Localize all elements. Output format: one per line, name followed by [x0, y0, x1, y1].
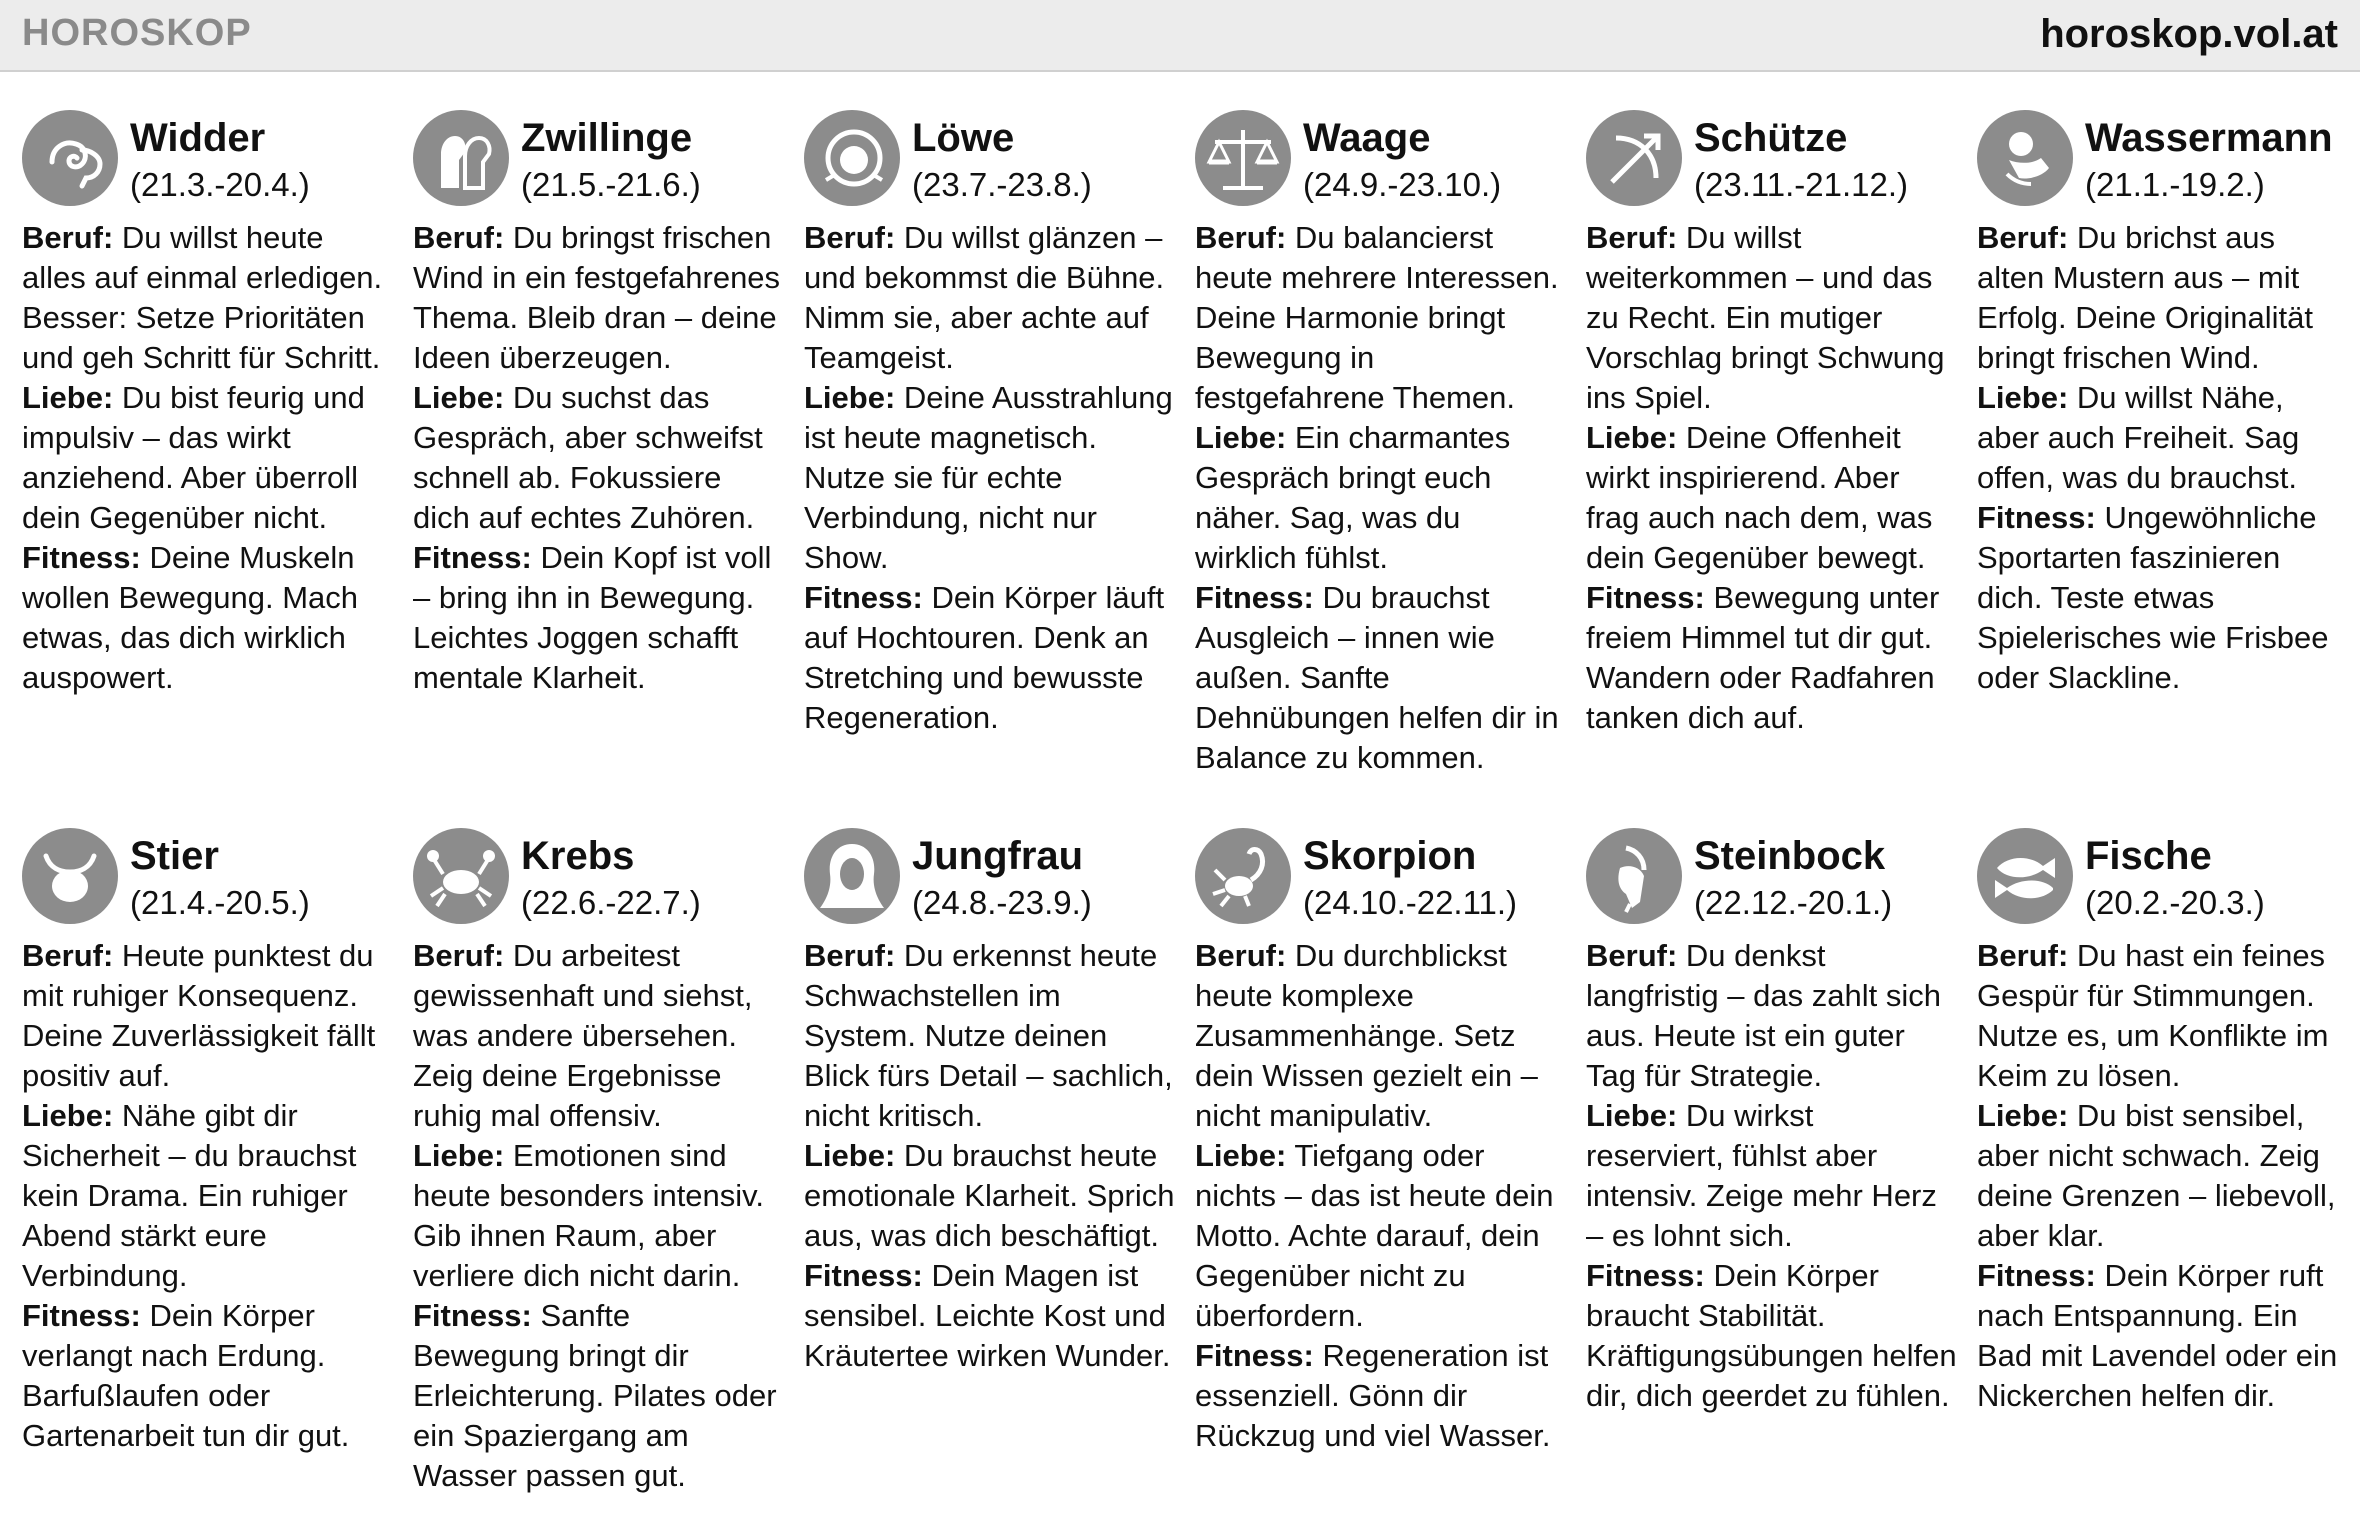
- liebe-section: [413, 378, 785, 538]
- sign-header: [804, 828, 1176, 936]
- sign-dates: (23.7.-23.8.): [912, 166, 1092, 203]
- sign-dates: (24.8.-23.9.): [912, 884, 1092, 921]
- fitness-section: [22, 538, 394, 698]
- liebe-text: Nähe gibt dir Sicherheit – du brauchst kein Drama. Ein ruhiger Abend stärkt eure Verbindung.: [22, 1098, 357, 1293]
- twins-icon: [413, 110, 509, 206]
- liebe-label: Liebe:: [413, 1138, 505, 1173]
- fitness-label: Fitness:: [22, 540, 141, 575]
- fitness-label: Fitness:: [413, 1298, 532, 1333]
- sign-dates: (22.6.-22.7.): [521, 884, 701, 921]
- fitness-section: [413, 538, 785, 698]
- fitness-label: Fitness:: [1977, 1258, 2096, 1293]
- liebe-section: [22, 1096, 394, 1296]
- sign-name: Schütze: [1694, 116, 1848, 160]
- scales-icon: [1195, 110, 1291, 206]
- liebe-label: Liebe:: [22, 380, 114, 415]
- liebe-section: [804, 378, 1176, 578]
- sign-header: [22, 828, 394, 936]
- sign-header: [413, 828, 785, 936]
- sign-text: [22, 936, 394, 1456]
- liebe-text: Deine Ausstrahlung ist heute magnetisch. Nutze sie für echte Verbindung, nicht nur Show.: [804, 380, 1173, 575]
- scorpion-icon: [1195, 828, 1291, 924]
- beruf-text: Heute punktest du mit ruhiger Konsequenz. Deine Zuverlässigkeit fällt positiv auf.: [22, 938, 376, 1093]
- beruf-text: Du willst glänzen – und bekommst die Bühne. Nimm sie, aber achte auf Teamgeist.: [804, 220, 1165, 375]
- crab-icon: [413, 828, 509, 924]
- beruf-section: [804, 218, 1176, 378]
- sign-text: [1977, 218, 2349, 698]
- liebe-section: [1977, 1096, 2349, 1256]
- sign-header: [1586, 828, 1958, 936]
- sign-text: [804, 218, 1176, 738]
- fitness-section: [1195, 1336, 1567, 1456]
- archer-bow-icon: [1586, 110, 1682, 206]
- sign-card-wassermann: [1977, 110, 2349, 698]
- fitness-text: Du brauchst Ausgleich – innen wie außen. Sanfte Dehnübungen helfen dir in Balance zu kommen.: [1195, 580, 1559, 775]
- fitness-section: [1586, 1256, 1958, 1416]
- beruf-text: Du arbeitest gewissenhaft und siehst, was andere übersehen. Zeig deine Ergebnisse ruhig mal offensiv.: [413, 938, 753, 1133]
- fitness-section: [804, 1256, 1176, 1376]
- liebe-text: Emotionen sind heute besonders intensiv. Gib ihnen Raum, aber verliere dich nicht darin.: [413, 1138, 764, 1293]
- sign-header: [804, 110, 1176, 218]
- sign-card-widder: [22, 110, 394, 698]
- sign-card-waage: [1195, 110, 1567, 778]
- fitness-label: Fitness:: [413, 540, 532, 575]
- goat-icon: [1586, 828, 1682, 924]
- sign-header: [1977, 110, 2349, 218]
- liebe-section: [1586, 418, 1958, 578]
- fitness-label: Fitness:: [22, 1298, 141, 1333]
- fitness-label: Fitness:: [804, 1258, 923, 1293]
- liebe-section: [413, 1136, 785, 1296]
- sign-header: [1195, 828, 1567, 936]
- fitness-text: Sanfte Bewegung bringt dir Erleichterung. Pilates oder ein Spaziergang am Wasser passen gut.: [413, 1298, 777, 1493]
- sign-dates: (23.11.-21.12.): [1694, 166, 1909, 203]
- sign-card-zwillinge: [413, 110, 785, 698]
- liebe-label: Liebe:: [1586, 420, 1678, 455]
- sign-text: [804, 936, 1176, 1376]
- beruf-section: [22, 936, 394, 1096]
- sign-dates: (21.5.-21.6.): [521, 166, 701, 203]
- sign-name: Skorpion: [1303, 834, 1477, 878]
- liebe-section: [804, 1136, 1176, 1256]
- fitness-section: [1977, 1256, 2349, 1416]
- sign-name: Waage: [1303, 116, 1431, 160]
- beruf-section: [1195, 936, 1567, 1136]
- sign-text: [1195, 936, 1567, 1456]
- liebe-label: Liebe:: [22, 1098, 114, 1133]
- liebe-text: Du suchst das Gespräch, aber schweifst schnell ab. Fokussiere dich auf echtes Zuhören.: [413, 380, 763, 535]
- liebe-section: [1586, 1096, 1958, 1256]
- fitness-section: [804, 578, 1176, 738]
- water-bearer-icon: [1977, 110, 2073, 206]
- header-bar: [0, 0, 2360, 70]
- fitness-label: Fitness:: [1977, 500, 2096, 535]
- sign-header: [1977, 828, 2349, 936]
- sign-dates: (24.10.-22.11.): [1303, 884, 1518, 921]
- beruf-text: Du hast ein feines Gespür für Stimmungen. Nutze es, um Konflikte im Keim zu lösen.: [1977, 938, 2329, 1093]
- beruf-section: [413, 218, 785, 378]
- sign-dates: (21.4.-20.5.): [130, 884, 310, 921]
- fitness-text: Dein Körper ruft nach Entspannung. Ein Bad mit Lavendel oder ein Nickerchen helfen dir.: [1977, 1258, 2338, 1413]
- lion-icon: [804, 110, 900, 206]
- sign-dates: (21.1.-19.2.): [2085, 166, 2265, 203]
- liebe-text: Du bist feurig und impulsiv – das wirkt anziehend. Aber überroll dein Gegenüber nicht.: [22, 380, 365, 535]
- sign-name: Jungfrau: [912, 834, 1084, 878]
- beruf-label: Beruf:: [22, 220, 114, 255]
- beruf-label: Beruf:: [1195, 938, 1287, 973]
- sign-dates: (20.2.-20.3.): [2085, 884, 2265, 921]
- beruf-label: Beruf:: [413, 938, 505, 973]
- beruf-label: Beruf:: [804, 220, 896, 255]
- liebe-text: Du wirkst reserviert, fühlst aber intensiv. Zeige mehr Herz – es lohnt sich.: [1586, 1098, 1937, 1253]
- beruf-label: Beruf:: [413, 220, 505, 255]
- sign-name: Löwe: [912, 116, 1015, 160]
- beruf-label: Beruf:: [1977, 220, 2069, 255]
- beruf-label: Beruf:: [804, 938, 896, 973]
- liebe-text: Du brauchst heute emotionale Klarheit. Sprich aus, was dich beschäftigt.: [804, 1138, 1175, 1253]
- fitness-text: Bewegung unter freiem Himmel tut dir gut. Wandern oder Radfahren tanken dich auf.: [1586, 580, 1940, 735]
- fitness-label: Fitness:: [1195, 580, 1314, 615]
- beruf-section: [1586, 218, 1958, 418]
- fitness-section: [1586, 578, 1958, 738]
- fitness-text: Dein Körper verlangt nach Erdung. Barfußlaufen oder Gartenarbeit tun dir gut.: [22, 1298, 350, 1453]
- virgin-icon: [804, 828, 900, 924]
- sign-text: [22, 218, 394, 698]
- beruf-label: Beruf:: [1586, 220, 1678, 255]
- sign-card-krebs: [413, 828, 785, 1496]
- fitness-text: Ungewöhnliche Sportarten faszinieren dich. Teste etwas Spielerisches wie Frisbee oder Slackline.: [1977, 500, 2329, 695]
- beruf-text: Du erkennst heute Schwachstellen im System. Nutze deinen Blick fürs Detail – sachlich, nicht kritisch.: [804, 938, 1173, 1133]
- liebe-label: Liebe:: [804, 1138, 896, 1173]
- liebe-label: Liebe:: [1977, 380, 2069, 415]
- header-divider: [0, 70, 2360, 72]
- beruf-section: [804, 936, 1176, 1136]
- sign-name: Steinbock: [1694, 834, 1886, 878]
- liebe-label: Liebe:: [413, 380, 505, 415]
- sign-text: [1195, 218, 1567, 778]
- sign-text: [413, 936, 785, 1496]
- sign-name: Zwillinge: [521, 116, 693, 160]
- liebe-label: Liebe:: [1195, 420, 1287, 455]
- fitness-label: Fitness:: [1586, 1258, 1705, 1293]
- beruf-label: Beruf:: [1586, 938, 1678, 973]
- fitness-text: Dein Körper läuft auf Hochtouren. Denk an Stretching und bewusste Regeneration.: [804, 580, 1165, 735]
- liebe-text: Deine Offenheit wirkt inspirierend. Aber frag auch nach dem, was dein Gegenüber bewegt.: [1586, 420, 1933, 575]
- sign-card-löwe: [804, 110, 1176, 738]
- beruf-text: Du willst heute alles auf einmal erledigen. Besser: Setze Prioritäten und geh Schritt für Schritt.: [22, 220, 383, 375]
- beruf-section: [413, 936, 785, 1136]
- sign-card-skorpion: [1195, 828, 1567, 1456]
- fitness-label: Fitness:: [804, 580, 923, 615]
- beruf-text: Du brichst aus alten Mustern aus – mit Erfolg. Deine Originalität bringt frischen Wind.: [1977, 220, 2313, 375]
- fitness-text: Deine Muskeln wollen Bewegung. Mach etwas, das dich wirklich auspowert.: [22, 540, 359, 695]
- sign-card-schütze: [1586, 110, 1958, 738]
- site-url[interactable]: horoskop.vol.at: [2040, 12, 2338, 56]
- liebe-text: Tiefgang oder nichts – das ist heute dein Motto. Achte darauf, dein Gegenüber nicht zu überfordern.: [1195, 1138, 1554, 1333]
- fitness-label: Fitness:: [1586, 580, 1705, 615]
- liebe-text: Du willst Nähe, aber auch Freiheit. Sag offen, was du brauchst.: [1977, 380, 2300, 495]
- fitness-text: Dein Magen ist sensibel. Leichte Kost und Kräutertee wirken Wunder.: [804, 1258, 1171, 1373]
- fitness-section: [22, 1296, 394, 1456]
- liebe-text: Ein charmantes Gespräch bringt euch näher. Sag, was du wirklich fühlst.: [1195, 420, 1511, 575]
- liebe-label: Liebe:: [1586, 1098, 1678, 1133]
- beruf-section: [1195, 218, 1567, 418]
- sign-card-steinbock: [1586, 828, 1958, 1416]
- ram-icon: [22, 110, 118, 206]
- beruf-text: Du denkst langfristig – das zahlt sich aus. Heute ist ein guter Tag für Strategie.: [1586, 938, 1941, 1093]
- beruf-label: Beruf:: [1195, 220, 1287, 255]
- beruf-text: Du durchblickst heute komplexe Zusammenhänge. Setz dein Wissen gezielt ein – nicht manipulativ.: [1195, 938, 1538, 1133]
- beruf-text: Du bringst frischen Wind in ein festgefahrenes Thema. Bleib dran – deine Ideen überzeugen.: [413, 220, 781, 375]
- sign-name: Fische: [2085, 834, 2212, 878]
- beruf-section: [1586, 936, 1958, 1096]
- sign-card-fische: [1977, 828, 2349, 1416]
- beruf-text: Du balancierst heute mehrere Interessen. Deine Harmonie bringt Bewegung in festgefahrene Themen.: [1195, 220, 1559, 415]
- liebe-label: Liebe:: [804, 380, 896, 415]
- fish-icon: [1977, 828, 2073, 924]
- liebe-label: Liebe:: [1977, 1098, 2069, 1133]
- sign-text: [1586, 218, 1958, 738]
- beruf-section: [1977, 936, 2349, 1096]
- sign-dates: (21.3.-20.4.): [130, 166, 310, 203]
- liebe-section: [1195, 1136, 1567, 1336]
- bull-icon: [22, 828, 118, 924]
- page-title: HOROSKOP: [22, 12, 252, 54]
- fitness-text: Dein Kopf ist voll – bring ihn in Bewegung. Leichtes Joggen schafft mentale Klarheit.: [413, 540, 772, 695]
- liebe-section: [1977, 378, 2349, 498]
- beruf-label: Beruf:: [1977, 938, 2069, 973]
- beruf-section: [22, 218, 394, 378]
- sign-dates: (24.9.-23.10.): [1303, 166, 1502, 203]
- sign-text: [1586, 936, 1958, 1416]
- beruf-section: [1977, 218, 2349, 378]
- fitness-section: [1977, 498, 2349, 698]
- liebe-text: Du bist sensibel, aber nicht schwach. Zeig deine Grenzen – liebevoll, aber klar.: [1977, 1098, 2336, 1253]
- sign-header: [22, 110, 394, 218]
- beruf-label: Beruf:: [22, 938, 114, 973]
- sign-name: Krebs: [521, 834, 635, 878]
- sign-text: [1977, 936, 2349, 1416]
- sign-card-stier: [22, 828, 394, 1456]
- sign-header: [1586, 110, 1958, 218]
- beruf-text: Du willst weiterkommen – und das zu Recht. Ein mutiger Vorschlag bringt Schwung ins Spiel.: [1586, 220, 1945, 415]
- liebe-section: [1195, 418, 1567, 578]
- fitness-text: Dein Körper braucht Stabilität. Kräftigungsübungen helfen dir, dich geerdet zu fühlen.: [1586, 1258, 1957, 1413]
- sign-name: Stier: [130, 834, 219, 878]
- sign-card-jungfrau: [804, 828, 1176, 1376]
- fitness-label: Fitness:: [1195, 1338, 1314, 1373]
- fitness-section: [1195, 578, 1567, 778]
- liebe-section: [22, 378, 394, 538]
- sign-dates: (22.12.-20.1.): [1694, 884, 1893, 921]
- fitness-text: Regeneration ist essenziell. Gönn dir Rückzug und viel Wasser.: [1195, 1338, 1551, 1453]
- sign-name: Widder: [130, 116, 266, 160]
- sign-header: [1195, 110, 1567, 218]
- liebe-label: Liebe:: [1195, 1138, 1287, 1173]
- fitness-section: [413, 1296, 785, 1496]
- sign-header: [413, 110, 785, 218]
- sign-name: Wassermann: [2085, 116, 2333, 160]
- sign-text: [413, 218, 785, 698]
